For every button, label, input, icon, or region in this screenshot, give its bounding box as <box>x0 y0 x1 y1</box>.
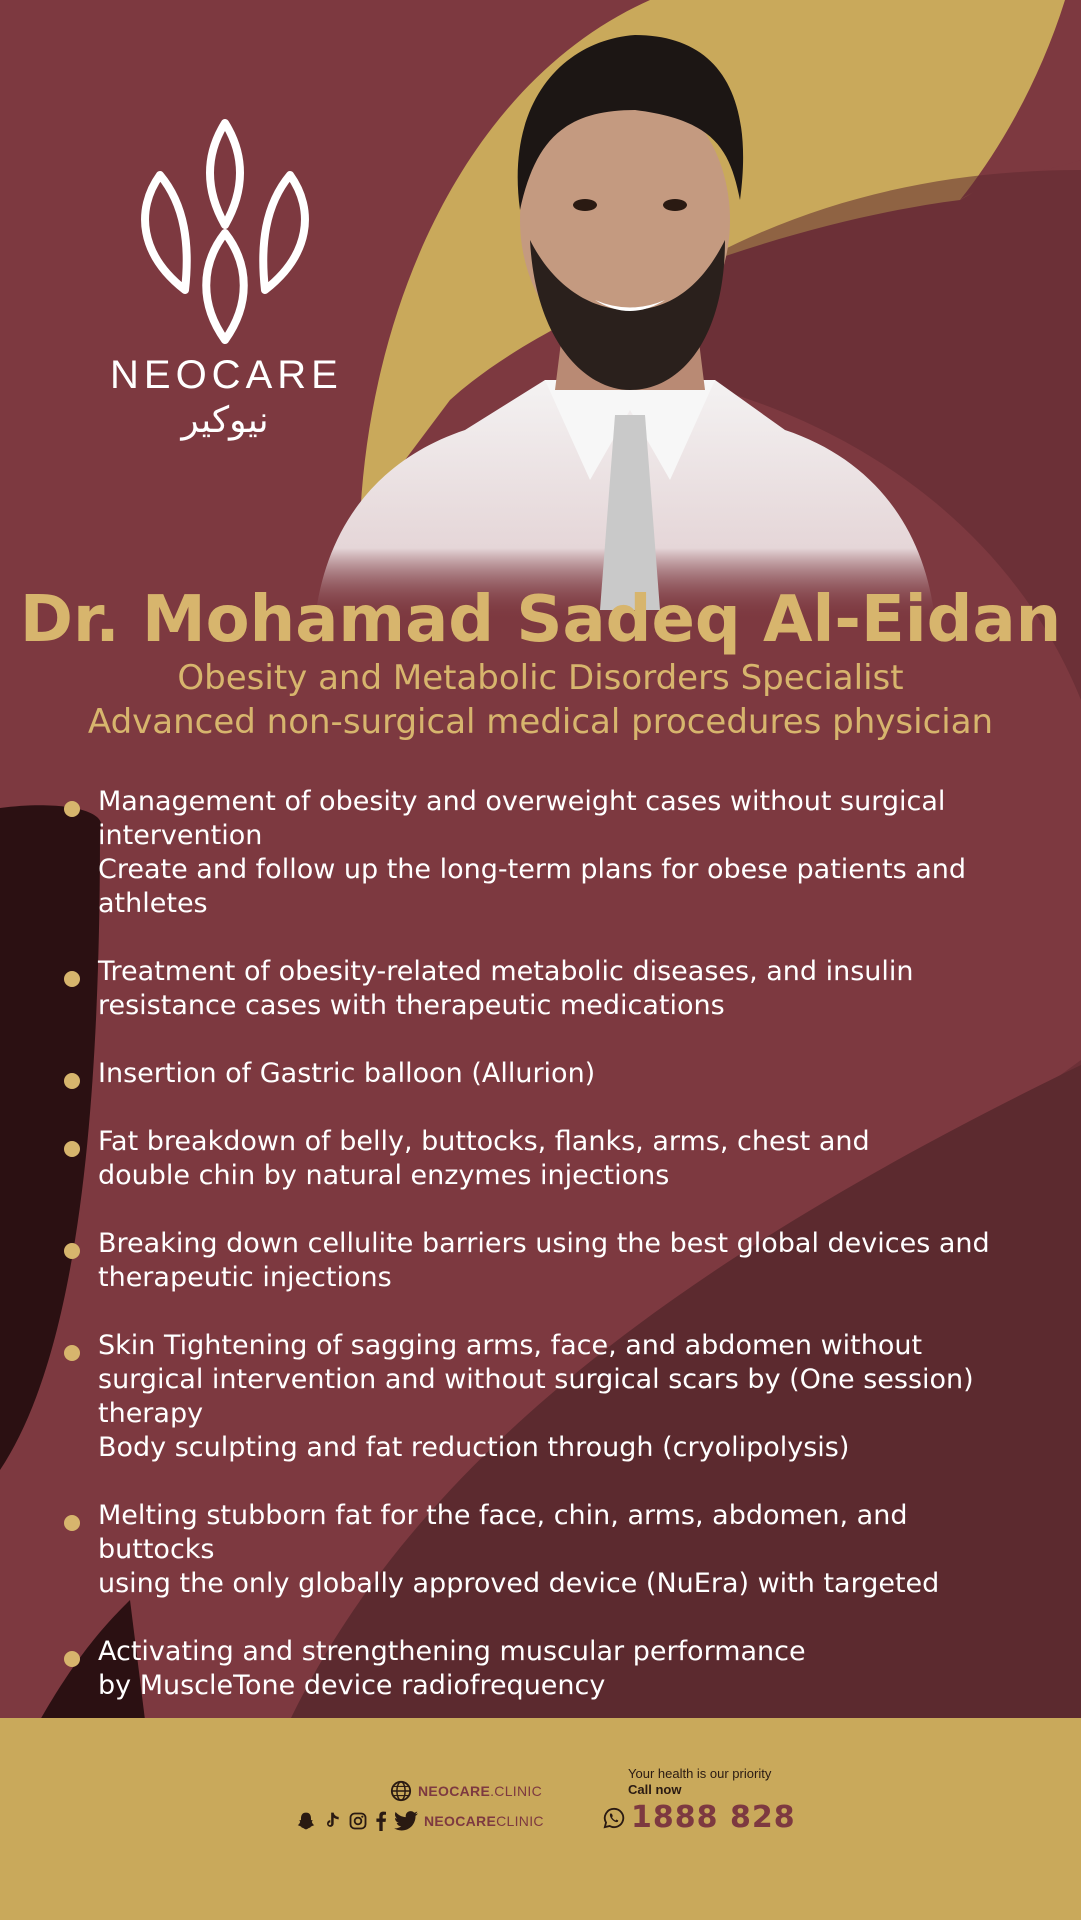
footer <box>0 1718 1081 1920</box>
instagram-icon[interactable] <box>348 1811 368 1831</box>
twitter-icon[interactable] <box>394 1811 418 1831</box>
service-line: Management of obesity and overweight cases without surgical <box>98 786 946 817</box>
service-line: using the only globally approved device (NuEra) with targeted <box>98 1568 940 1599</box>
website-rest: .CLINIC <box>490 1783 542 1799</box>
service-line: intervention <box>98 820 263 851</box>
bullet-icon <box>64 1515 80 1531</box>
service-line: athletes <box>98 888 208 919</box>
website-link[interactable] <box>418 1783 542 1799</box>
social-row <box>296 1811 544 1831</box>
bullet-icon <box>64 1651 80 1667</box>
service-line: Body sculpting and fat reduction through (cryolipolysis) <box>98 1432 850 1463</box>
service-line: Insertion of Gastric balloon (Allurion) <box>98 1058 596 1089</box>
bullet-icon <box>64 1243 80 1259</box>
service-line: Melting stubborn fat for the face, chin, arms, abdomen, and buttocks <box>98 1500 908 1565</box>
social-rest: CLINIC <box>496 1813 544 1829</box>
website-bold: NEOCARE <box>418 1783 491 1799</box>
service-line: Treatment of obesity-related metabolic diseases, and insulin <box>98 956 914 987</box>
service-line: Fat breakdown of belly, buttocks, flanks, arms, chest and <box>98 1126 870 1157</box>
service-item <box>60 1227 1020 1295</box>
service-line: therapeutic injections <box>98 1262 392 1293</box>
service-item <box>60 955 1020 1023</box>
phone-number[interactable]: 1888 828 <box>631 1800 796 1835</box>
services-list <box>60 785 1020 1737</box>
tagline: Your health is our priority <box>628 1766 772 1781</box>
doctor-name: Dr. Mohamad Sadeq Al-Eidan <box>19 583 1062 657</box>
service-item <box>60 1125 1020 1193</box>
tiktok-icon[interactable] <box>322 1811 342 1831</box>
service-item <box>60 785 1020 921</box>
leaf-logo-icon <box>130 115 320 345</box>
doctor-title-procedures: Advanced non-surgical medical procedures physician <box>87 702 994 742</box>
service-item <box>60 1057 1020 1091</box>
bullet-icon <box>64 1073 80 1089</box>
snapchat-icon[interactable] <box>296 1811 316 1831</box>
social-bold: NEOCARE <box>424 1813 497 1829</box>
website-row <box>390 1780 542 1802</box>
service-line: therapy <box>98 1398 204 1429</box>
service-line: Create and follow up the long-term plans for obese patients and <box>98 854 967 885</box>
phone-row[interactable] <box>603 1800 796 1835</box>
service-line: Breaking down cellulite barriers using the best global devices and <box>98 1228 990 1259</box>
facebook-icon[interactable] <box>374 1811 388 1831</box>
whatsapp-icon <box>603 1807 625 1829</box>
service-item <box>60 1329 1020 1465</box>
doctor-title-specialty: Obesity and Metabolic Disorders Specialist <box>177 658 904 698</box>
service-line: resistance cases with therapeutic medications <box>98 990 725 1021</box>
service-item <box>60 1499 1020 1601</box>
service-line: by MuscleTone device radiofrequency <box>98 1670 606 1701</box>
service-line: Skin Tightening of sagging arms, face, and abdomen without <box>98 1330 923 1361</box>
service-line: double chin by natural enzymes injections <box>98 1160 670 1191</box>
bullet-icon <box>64 971 80 987</box>
globe-icon <box>390 1780 412 1802</box>
neocare-logo <box>110 115 343 441</box>
logo-text-en: NEOCARE <box>110 353 343 397</box>
doctor-photo <box>315 10 935 620</box>
bullet-icon <box>64 1141 80 1157</box>
service-line: surgical intervention and without surgical scars by (One session) <box>98 1364 974 1395</box>
logo-text-ar: نيوكير <box>181 400 269 441</box>
call-now-label: Call now <box>628 1782 682 1797</box>
service-line: Activating and strengthening muscular performance <box>98 1636 806 1667</box>
social-handle[interactable] <box>424 1813 544 1829</box>
service-item <box>60 1635 1020 1703</box>
bullet-icon <box>64 1345 80 1361</box>
bullet-icon <box>64 801 80 817</box>
